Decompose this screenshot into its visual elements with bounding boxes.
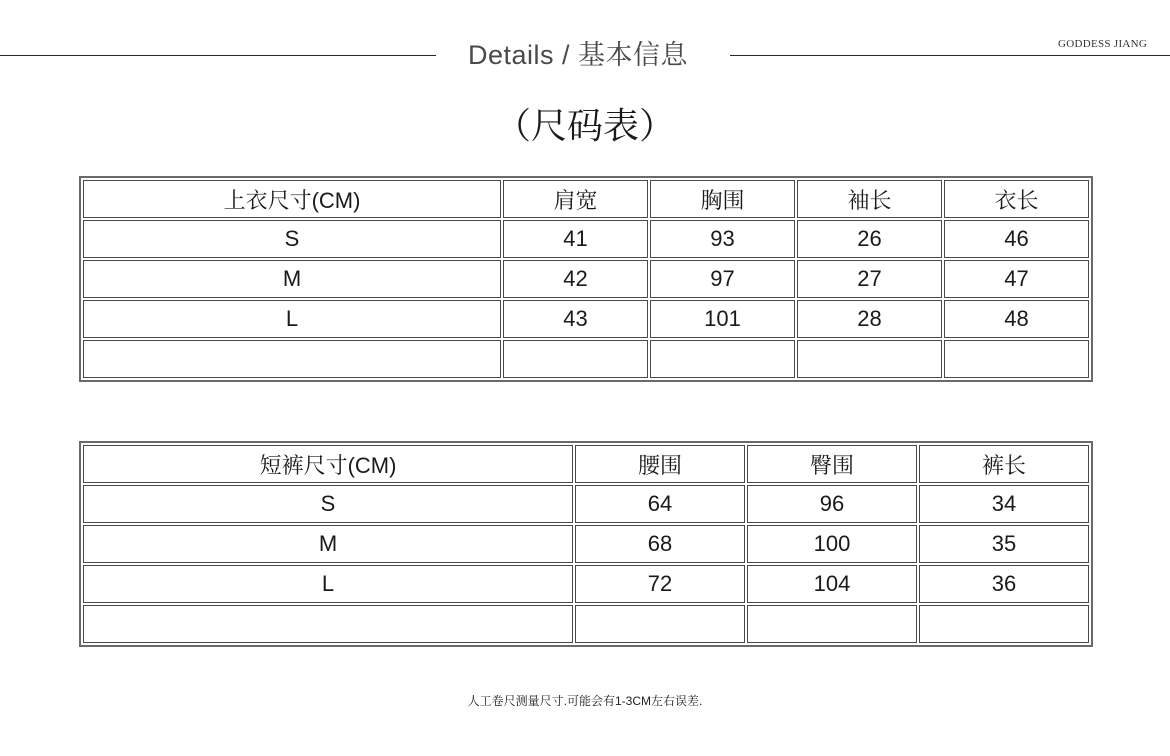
table-row (83, 220, 1089, 258)
measurement-cell: 68 (575, 525, 745, 563)
measurement-cell: 34 (919, 485, 1089, 523)
measurement-cell: 36 (919, 565, 1089, 603)
size-chart-title: （尺码表） (494, 105, 675, 146)
size-label-cell: L (83, 565, 573, 603)
bottom-size-table (79, 441, 1093, 647)
column-header: 上衣尺寸(CM) (83, 180, 501, 218)
table-row (83, 565, 1089, 603)
brand-logo-text: GODDESS JIANG (1058, 38, 1148, 50)
column-header: 裤长 (919, 445, 1089, 483)
measurement-note: 人工卷尺测量尺寸.可能会有1-3CM左右误差. (467, 694, 703, 708)
header-divider-right (730, 55, 1170, 56)
measurement-cell: 64 (575, 485, 745, 523)
measurement-cell: 97 (650, 260, 795, 298)
measurement-cell: 43 (503, 300, 648, 338)
measurement-cell (797, 340, 942, 378)
size-label-cell: M (83, 525, 573, 563)
table-row (83, 260, 1089, 298)
column-header: 袖长 (797, 180, 942, 218)
top-size-table (79, 176, 1093, 382)
measurement-cell: 41 (503, 220, 648, 258)
column-header: 胸围 (650, 180, 795, 218)
size-label-cell: S (83, 485, 573, 523)
size-label-cell: S (83, 220, 501, 258)
measurement-cell (919, 605, 1089, 643)
table-row (83, 485, 1089, 523)
measurement-cell: 96 (747, 485, 917, 523)
size-label-cell (83, 340, 501, 378)
measurement-cell (747, 605, 917, 643)
measurement-cell: 47 (944, 260, 1089, 298)
measurement-cell: 28 (797, 300, 942, 338)
measurement-cell (944, 340, 1089, 378)
measurement-cell: 104 (747, 565, 917, 603)
measurement-cell: 93 (650, 220, 795, 258)
measurement-cell (650, 340, 795, 378)
measurement-cell: 46 (944, 220, 1089, 258)
size-label-cell: M (83, 260, 501, 298)
measurement-cell: 100 (747, 525, 917, 563)
measurement-cell: 42 (503, 260, 648, 298)
table-row (83, 605, 1089, 643)
size-label-cell: L (83, 300, 501, 338)
page-title: Details / 基本信息 (468, 40, 689, 70)
measurement-cell: 72 (575, 565, 745, 603)
measurement-cell: 101 (650, 300, 795, 338)
column-header: 腰围 (575, 445, 745, 483)
column-header: 肩宽 (503, 180, 648, 218)
measurement-cell: 35 (919, 525, 1089, 563)
measurement-cell (503, 340, 648, 378)
table-row (83, 300, 1089, 338)
table-header-row (83, 180, 1089, 218)
column-header: 衣长 (944, 180, 1089, 218)
measurement-cell (575, 605, 745, 643)
measurement-cell: 27 (797, 260, 942, 298)
measurement-cell: 26 (797, 220, 942, 258)
size-label-cell (83, 605, 573, 643)
table-row (83, 340, 1089, 378)
table-row (83, 525, 1089, 563)
measurement-cell: 48 (944, 300, 1089, 338)
column-header: 臀围 (747, 445, 917, 483)
table-header-row (83, 445, 1089, 483)
header-divider-left (0, 55, 436, 56)
column-header: 短裤尺寸(CM) (83, 445, 573, 483)
